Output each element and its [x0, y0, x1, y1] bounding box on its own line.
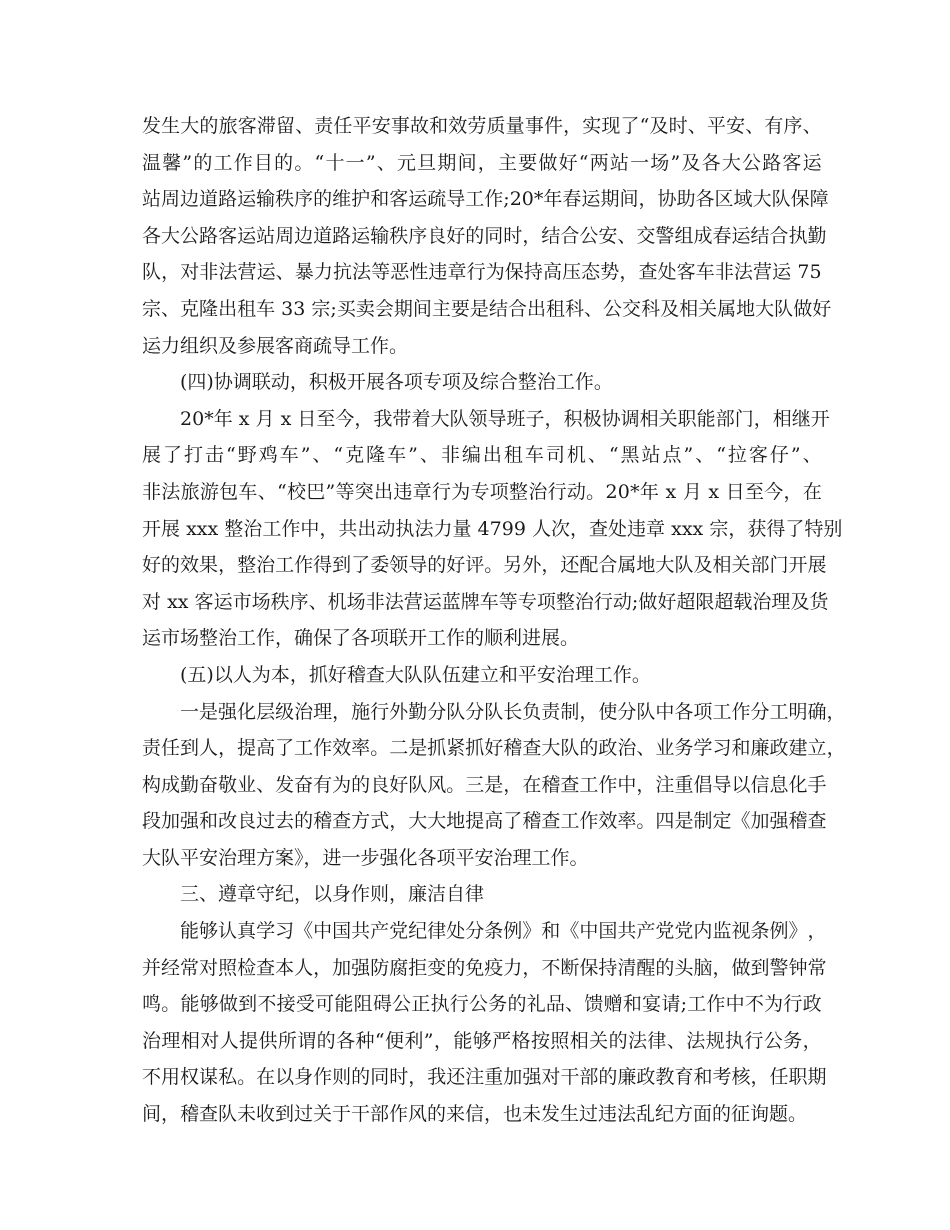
text-line: 运市场整治工作，确保了各项联开工作的顺利进展。 — [142, 627, 580, 650]
text-line: 队 ， 对 非 法 营 运 、 暴 力 抗 法 等 恶 性 违 章 行 为 保 持 高 压 态 势 ， 查 处 客 车 非 法 营 运 7 5 — [142, 261, 822, 284]
text-line: 并 经 常 对 照 检 查 本 人 ， 加 强 防 腐 拒 变 的 免 疫 力 ， 不 断 保 持 清 醒 的 头 脑 ， 做 到 警 钟 常 — [142, 956, 827, 979]
text-line: 构 成 勤 奋 敬 业 、 发 奋 有 为 的 良 好 队 风 。 三 是 ， 在 稽 查 工 作 中 ， 注 重 倡 导 以 信 息 化 手 — [142, 773, 827, 796]
text-line: 鸣 。 能 够 做 到 不 接 受 可 能 阻 碍 公 正 执 行 公 务 的 礼 品 、 馈 赠 和 宴 请 ; 工 作 中 不 为 行 政 — [142, 993, 822, 1016]
text-line: 能 够 认 真 学 习 《 中 国 共 产 党 纪 律 处 分 条 例 》 和 《 中 国 共 产 党 党 内 监 视 条 例 》 ， — [180, 920, 827, 943]
text-line: 发 生 大 的 旅 客 滞 留 、 责 任 平 安 事 故 和 效 劳 质 量 事 件 ， 实 现 了 “ 及 时 、 平 安 、 有 序 、 — [142, 115, 822, 137]
section-heading: (五)以人为本，抓好稽查大队队伍建立和平安治理工作。 — [180, 663, 651, 686]
text-line: 宗 、 克 隆 出 租 车 3 3 宗 ; 买 卖 会 期 间 主 要 是 结 合 出 租 科 、 公 交 科 及 相 关 属 地 大 队 做 好 — [142, 297, 832, 320]
section-heading: (四)协调联动，积极开展各项专项及综合整治工作。 — [180, 371, 613, 394]
text-line: 不 用 权 谋 私 。 在 以 身 作 则 的 同 时 ， 我 还 注 重 加 强 对 干 部 的 廉 政 教 育 和 考 核 ， 任 职 期 — [142, 1066, 827, 1089]
text-line: 2 0 * 年 x 月 x 日 至 今 ， 我 带 着 大 队 领 导 班 子 ， 积 极 协 调 相 关 职 能 部 门 ， 相 继 开 — [180, 407, 830, 430]
document-body — [142, 108, 846, 1133]
text-line: 大队平安治理方案》，进一步强化各项平安治理工作。 — [142, 846, 589, 869]
text-line: 治 理 相 对 人 提 供 所 谓 的 各 种 “ 便 利 ” ， 能 够 严 格 按 照 相 关 的 法 律 、 法 规 执 行 公 务 ， — [142, 1029, 822, 1052]
text-line: 间，稽查队未收到过关于干部作风的来信，也未发生过违法乱纪方面的征询题。 — [142, 1103, 808, 1126]
text-line: 运力组织及参展客商疏导工作。 — [142, 334, 409, 357]
text-line: 好 的 效 果 ， 整 治 工 作 得 到 了 委 领 导 的 好 评 。 另 外 ， 还 配 合 属 地 大 队 及 相 关 部 门 开 展 — [142, 554, 827, 577]
text-line: 一 是 强 化 层 级 治 理 ， 施 行 外 勤 分 队 分 队 长 负 责 制 ， 使 分 队 中 各 项 工 作 分 工 明 确 ， — [180, 700, 846, 723]
text-line: 展 了 打 击 “ 野 鸡 车 ” 、 “ 克 隆 车 ” 、 非 编 出 租 车 司 机 、 “ 黑 站 点 ” 、 “ 拉 客 仔 ” 、 — [142, 444, 822, 467]
text-line: 段 加 强 和 改 良 过 去 的 稽 查 方 式 ， 大 大 地 提 高 了 稽 查 工 作 效 率 。 四 是 制 定 《 加 强 稽 查 — [142, 810, 827, 833]
text-line: 站 周 边 道 路 运 输 秩 序 的 维 护 和 客 运 疏 导 工 作 ; 2 0 * 年 春 运 期 间 ， 协 助 各 区 域 大 队 保 障 — [142, 188, 829, 211]
text-line: 责 任 到 人 ， 提 高 了 工 作 效 率 。 二 是 抓 紧 抓 好 稽 查 大 队 的 政 治 、 业 务 学 习 和 廉 政 建 立 ， — [142, 737, 846, 760]
text-line: 各 大 公 路 客 运 站 周 边 道 路 运 输 秩 序 良 好 的 同 时 ， 结 合 公 安 、 交 警 组 成 春 运 结 合 执 勤 — [142, 224, 827, 247]
text-line: 温 馨 ” 的 工 作 目 的 。 “ 十 一 ” 、 元 旦 期 间 ， 主 要 做 好 “ 两 站 一 场 ” 及 各 大 公 路 客 运 — [142, 151, 822, 174]
text-line: 开 展 x x x 整 治 工 作 中 ， 共 出 动 执 法 力 量 4 7 9 9 人 次 ， 查 处 违 章 x x x 宗 ， 获 得 了 特 别 — [142, 517, 843, 540]
section-heading: 三、遵章守纪，以身作则，廉洁自律 — [180, 883, 485, 906]
text-line: 对 x x 客 运 市 场 秩 序 、 机 场 非 法 营 运 蓝 牌 车 等 专 项 整 治 行 动 ; 做 好 超 限 超 载 治 理 及 货 — [142, 590, 829, 613]
text-line: 非 法 旅 游 包 车 、 “ 校 巴 ” 等 突 出 违 章 行 为 专 项 整 治 行 动 。 2 0 * 年 x 月 x 日 至 今 ， 在 — [142, 480, 822, 503]
